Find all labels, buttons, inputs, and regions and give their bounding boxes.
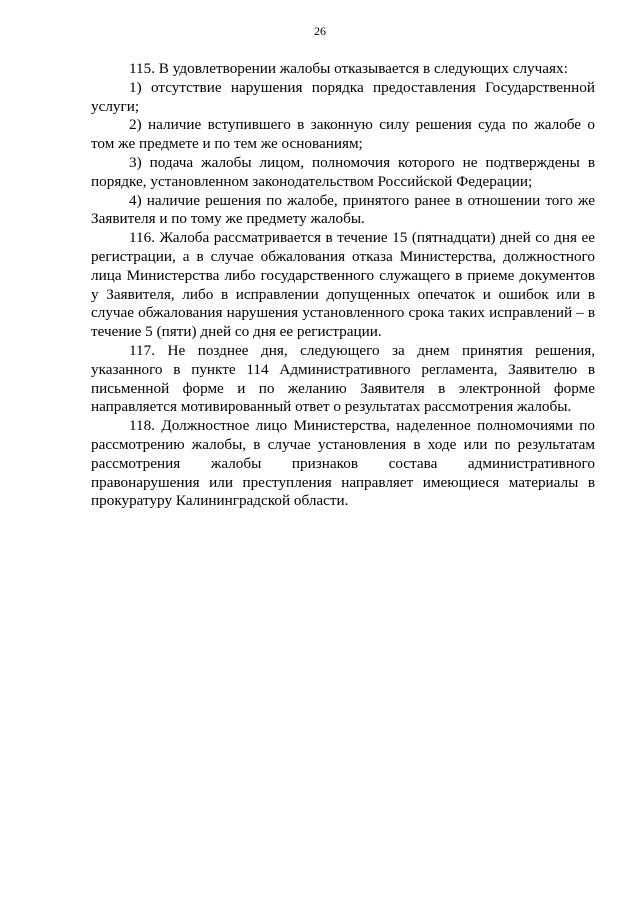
paragraph-117: 117. Не позднее дня, следующего за днем принятия решения, указанного в пункте 114 Административного регламента, Заявителю в письменной форме и по желанию Заявителя в электронной форме направляется мотивированный ответ о результатах рассмотрения жалобы.	[91, 341, 595, 416]
paragraph-116: 116. Жалоба рассматривается в течение 15 (пятнадцати) дней со дня ее регистрации, а в случае обжалования отказа Министерства, должностного лица Министерства либо государственного служащего в приеме документов у Заявителя, либо в исправлении допущенных опечаток и ошибок или в случае обжалования нарушения установленного срока таких исправлений – в течение 5 (пяти) дней со дня ее регистрации.	[91, 229, 595, 341]
paragraph-115-item-2: 2) наличие вступившего в законную силу решения суда по жалобе о том же предмете и по тем же основаниям;	[91, 116, 595, 153]
paragraph-115-item-4: 4) наличие решения по жалобе, принятого ранее в отношении того же Заявителя и по тому же предмету жалобы.	[91, 191, 595, 228]
paragraph-118: 118. Должностное лицо Министерства, наделенное полномочиями по рассмотрению жалобы, в случае установления в ходе или по результатам рассмотрения жалобы признаков состава административного правонарушения или преступления направляет имеющиеся материалы в прокуратуру Калининградской области.	[91, 417, 595, 510]
paragraph-115-item-3: 3) подача жалобы лицом, полномочия которого не подтверждены в порядке, установленном законодательством Российской Федерации;	[91, 153, 595, 190]
paragraph-115-item-1: 1) отсутствие нарушения порядка предоставления Государственной услуги;	[91, 78, 595, 115]
page-number: 26	[314, 24, 326, 38]
document-body	[91, 60, 595, 511]
paragraph-115: 115. В удовлетворении жалобы отказывается в следующих случаях:	[129, 60, 568, 77]
